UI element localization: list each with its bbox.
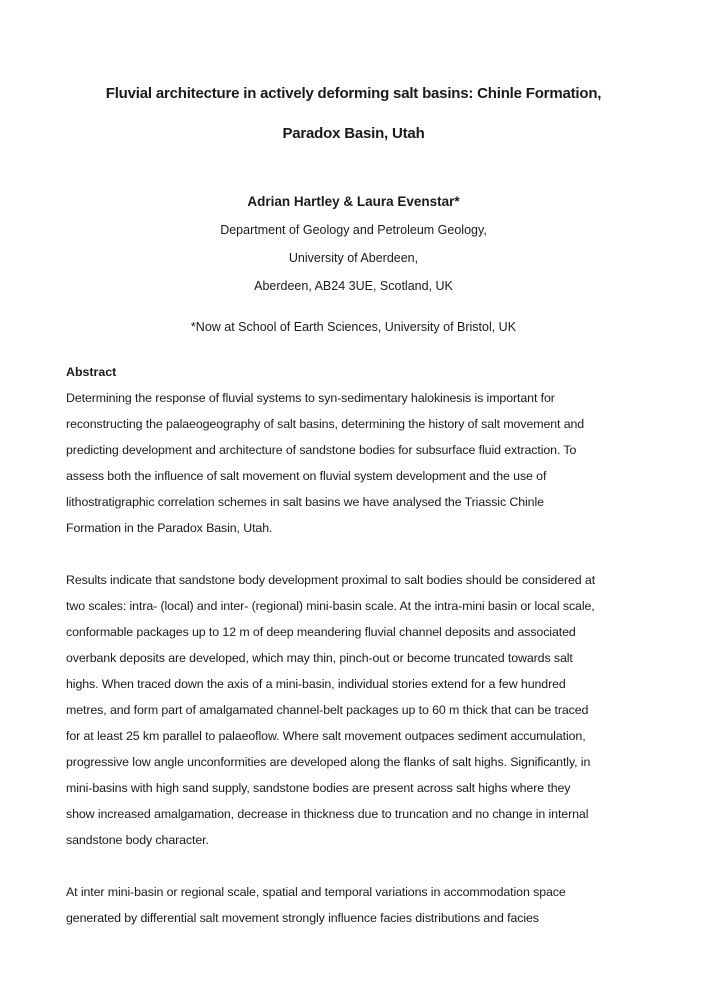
paragraph-spacer <box>66 541 649 567</box>
text-line: highs. When traced down the axis of a mini-basin, individual stories extend for a few hundred <box>66 677 566 691</box>
text-line: mini-basins with high sand supply, sandstone bodies are present across salt highs where they <box>66 781 571 795</box>
text-line: generated by differential salt movement strongly influence facies distributions and facies <box>66 911 539 925</box>
text-line: two scales: intra- (local) and inter- (regional) mini-basin scale. At the intra-mini basin or local scale, <box>66 599 595 613</box>
abstract-heading: Abstract <box>66 365 117 379</box>
text-line: lithostratigraphic correlation schemes in salt basins we have analysed the Triassic Chinle <box>66 495 544 509</box>
text-line: Formation in the Paradox Basin, Utah. <box>66 521 273 535</box>
text-line: Department of Geology and Petroleum Geology, <box>220 223 487 237</box>
author-footnote: *Now at School of Earth Sciences, University of Bristol, UK <box>190 320 517 334</box>
abstract-paragraph-1 <box>66 385 649 541</box>
text-line: Aberdeen, AB24 3UE, Scotland, UK <box>254 279 453 293</box>
text-line: assess both the influence of salt movement on fluvial system development and the use of <box>66 469 547 483</box>
text-line: show increased amalgamation, decrease in thickness due to truncation and no change in internal <box>66 807 589 821</box>
text-line: reconstructing the palaeogeography of salt basins, determining the history of salt movement and <box>66 417 585 431</box>
text-line: sandstone body character. <box>66 833 209 847</box>
abstract-paragraph-3 <box>66 879 649 931</box>
text-line: Results indicate that sandstone body development proximal to salt bodies should be considered at <box>66 573 596 587</box>
byline-block <box>66 188 649 300</box>
text-line: Determining the response of fluvial systems to syn-sedimentary halokinesis is important for <box>66 391 555 405</box>
affiliation <box>66 216 641 300</box>
text-line: Fluvial architecture in actively deforming salt basins: Chinle Formation, <box>105 85 602 102</box>
text-line: Paradox Basin, Utah <box>282 125 425 142</box>
text-line: progressive low angle unconformities are developed along the flanks of salt highs. Significantly, in <box>66 755 591 769</box>
paper-title <box>66 74 649 154</box>
text-line: for at least 25 km parallel to palaeoflow. Where salt movement outpaces sediment accumulation, <box>66 729 586 743</box>
authors: Adrian Hartley & Laura Evenstar* <box>247 194 460 209</box>
text-line: University of Aberdeen, <box>288 251 419 265</box>
text-line: predicting development and architecture of sandstone bodies for subsurface fluid extraction. To <box>66 443 577 457</box>
text-line: overbank deposits are developed, which may thin, pinch-out or become truncated towards salt <box>66 651 573 665</box>
abstract-paragraph-2 <box>66 567 649 853</box>
text-line: conformable packages up to 12 m of deep meandering fluvial channel deposits and associated <box>66 625 576 639</box>
text-line: metres, and form part of amalgamated channel-belt packages up to 60 m thick that can be traced <box>66 703 589 717</box>
text-line: At inter mini-basin or regional scale, spatial and temporal variations in accommodation space <box>66 885 566 899</box>
paragraph-spacer <box>66 853 649 879</box>
